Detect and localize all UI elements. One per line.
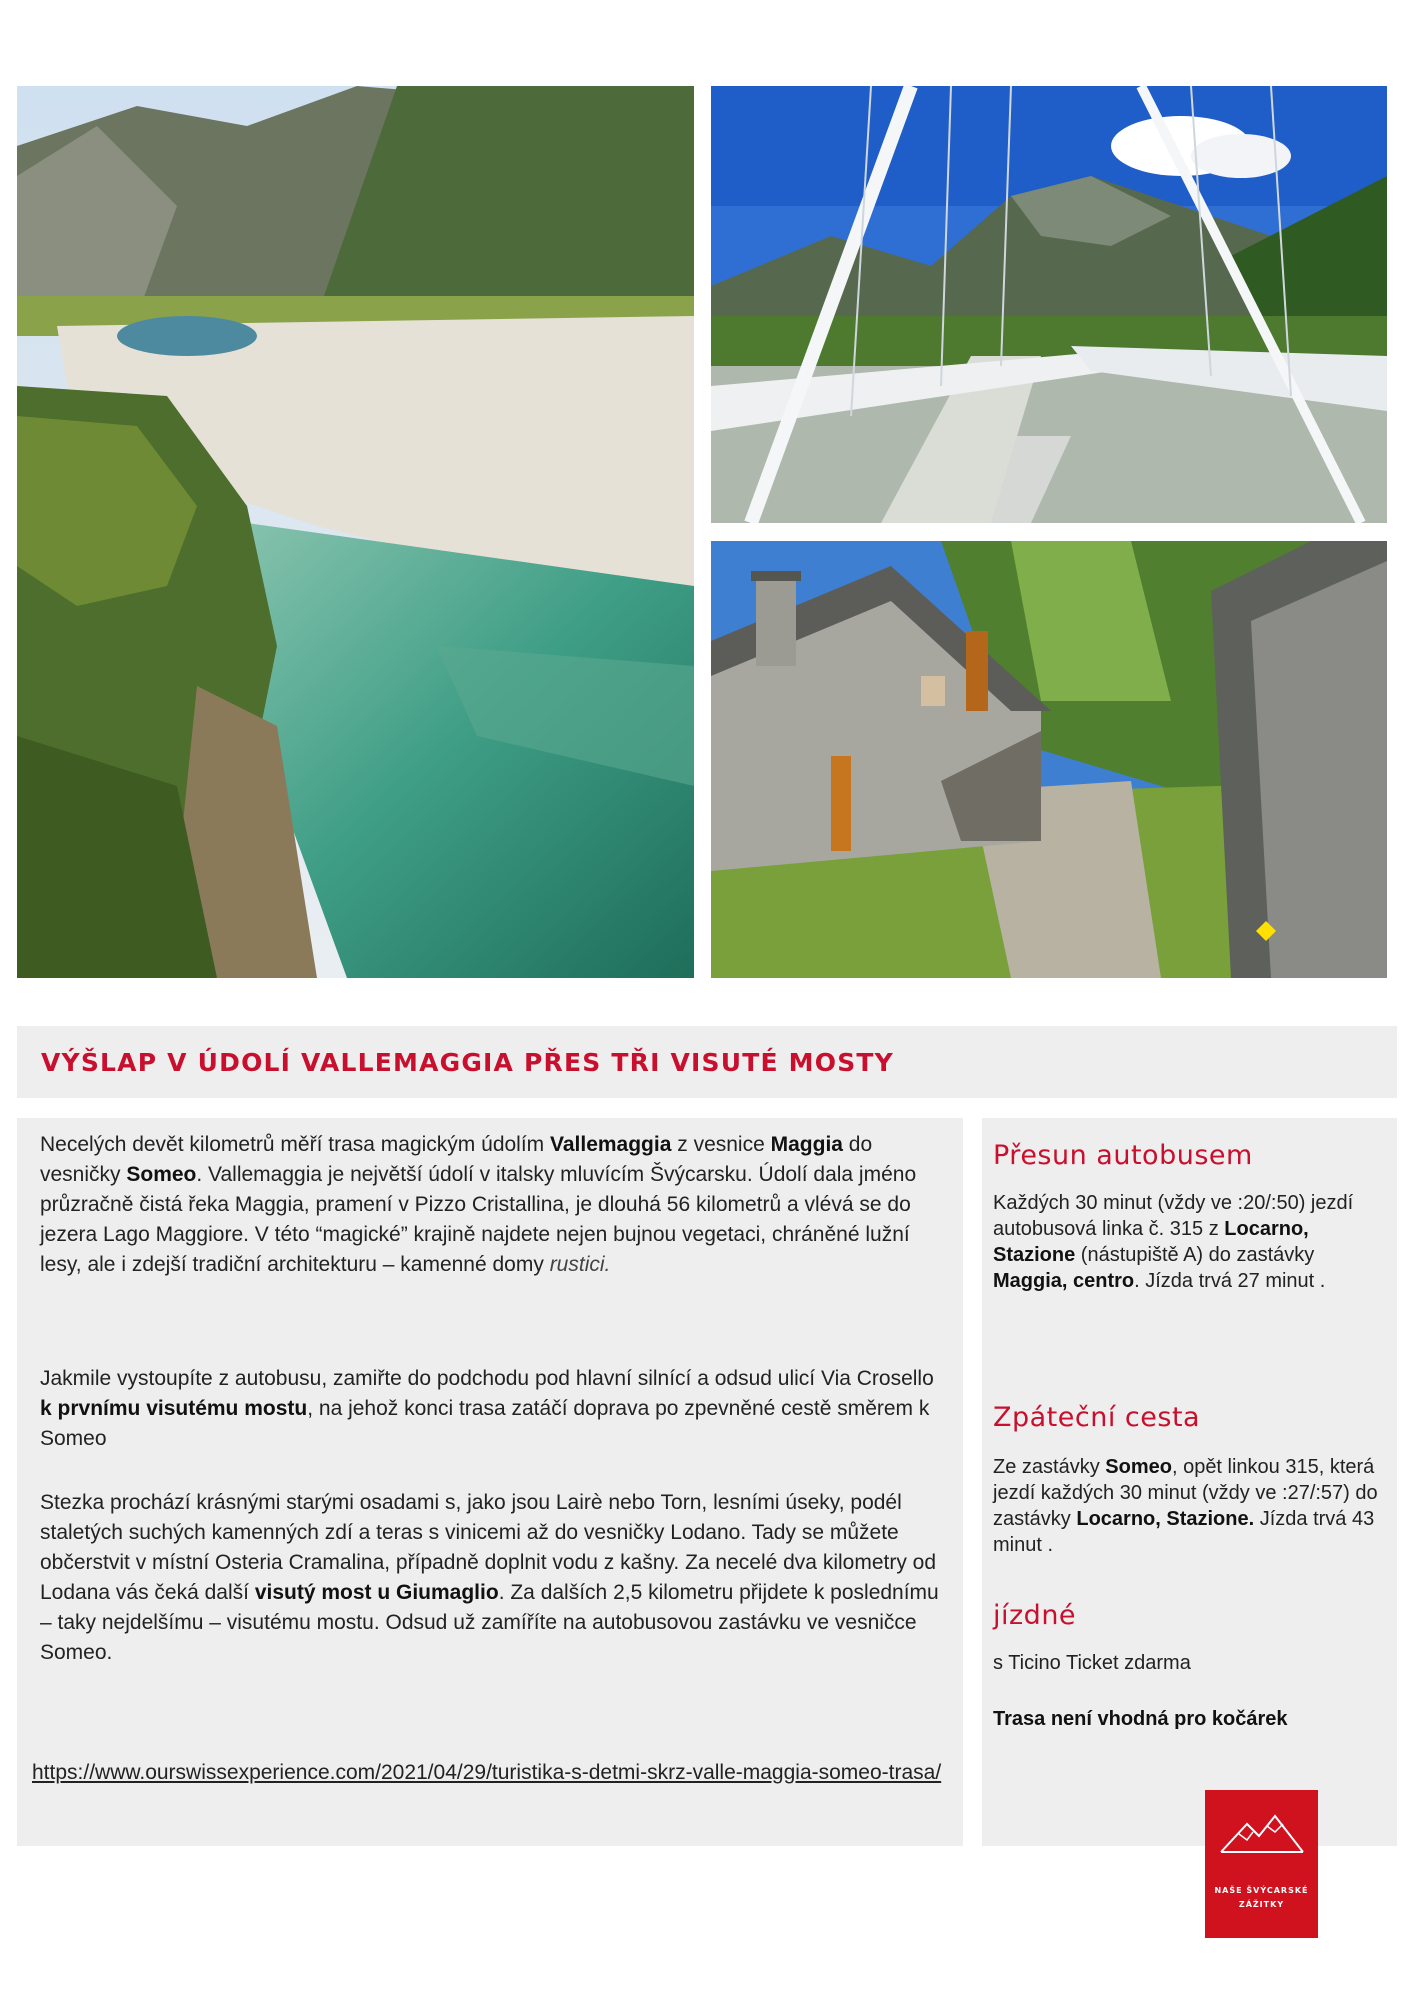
main-article <box>17 1118 963 1846</box>
fare-heading: jízdné <box>993 1600 1077 1631</box>
text-segment: (nástupiště A) do zastávky <box>1075 1244 1315 1266</box>
title-bar <box>17 1026 1397 1098</box>
source-link[interactable]: https://www.ourswissexperience.com/2021/04/29/turistika-s-detmi-skrz-valle-maggia-someo-trasa/ <box>32 1761 942 1784</box>
text-segment: . Jízda trvá 27 minut . <box>1134 1270 1326 1292</box>
text-segment: Ze zastávky <box>993 1456 1106 1478</box>
fare-info: s Ticino Ticket zdarma <box>993 1652 1191 1674</box>
bold-locarno-stazione: Locarno, Stazione. <box>1076 1508 1255 1530</box>
stone-house-photo <box>711 541 1387 978</box>
bold-locarno: Locarno, Stazione <box>993 1218 1309 1266</box>
text-segment: , opět linkou 315, která jezdí každých 30 minut (vždy ve :27/:57) do zastávky <box>993 1456 1378 1530</box>
logo-text-line2: ZÁŽITKY <box>1238 1900 1285 1909</box>
text-segment: Stezka prochází krásnými starými osadami s, jako jsou Lairè nebo Torn, lesními úseky, podél staletých suchých kamenných zdí a teras s vinicemi až do vesničky Lodano. Tady se můžete občerstvit v místní Osteria Cramalina, případně doplnit vodu z kašny. Za necelé dva kilometry od Lodana vás čeká další <box>40 1491 937 1604</box>
mountain-logo-icon <box>1219 1812 1305 1856</box>
info-sidebar <box>982 1118 1397 1846</box>
text-segment: . Vallemaggia je největší údolí v italsky mluvícím Švýcarsku. Údolí dala jméno průzračně čistá řeka Maggia, pramení v Pizzo Cristallina, je dlouhá 56 kilometrů a vlévá se do jezera Lago Maggiore. V této “magické” krajině najdete nejen bujnou vegetaci, chráněné lužní lesy, ale i zdejší tradiční architekturu – kamenné domy <box>40 1163 917 1276</box>
bold-vallemaggia: Vallemaggia <box>550 1133 672 1156</box>
logo-text-line1: NAŠE ŠVÝCARSKÉ <box>1214 1886 1309 1895</box>
return-heading: Zpáteční cesta <box>993 1402 1201 1433</box>
bus-info <box>993 1190 1385 1294</box>
paragraph-route-details <box>40 1488 940 1668</box>
text-segment: Každých 30 minut (vždy ve :20/:50) jezdí autobusová linka č. 315 z <box>993 1192 1354 1240</box>
text-segment: , na jehož konci trasa zatáčí doprava po zpevněné cestě směrem k Someo <box>40 1397 930 1450</box>
text-segment: Jízda trvá 43 minut . <box>993 1508 1375 1556</box>
bold-first-bridge: k prvnímu visutému mostu <box>40 1397 308 1420</box>
bold-someo-stop: Someo <box>1105 1456 1172 1478</box>
return-info <box>993 1454 1385 1558</box>
suspension-bridge-photo <box>711 86 1387 523</box>
bold-maggia-centro: Maggia, centro <box>993 1270 1135 1292</box>
paragraph-route-start <box>40 1364 940 1454</box>
paragraph-intro <box>40 1130 940 1280</box>
stroller-note <box>993 1706 1385 1732</box>
text-segment: Jakmile vystoupíte z autobusu, zamiřte do podchodu pod hlavní silnící a odsud ulicí Via Crosello <box>40 1367 934 1390</box>
bus-heading: Přesun autobusem <box>993 1140 1253 1171</box>
river-valley-photo <box>17 86 694 978</box>
text-segment: . Za dalších 2,5 kilometru přijdete k poslednímu – taky nejdelšímu – visutému mostu. Odsud už zamíříte na autobusovou zastávku ve vesničce Someo. <box>40 1581 939 1664</box>
text-segment: Necelých devět kilometrů měří trasa magickým údolím <box>40 1133 550 1156</box>
brand-logo <box>1205 1790 1318 1938</box>
bold-maggia: Maggia <box>770 1133 843 1156</box>
bold-someo: Someo <box>126 1163 197 1186</box>
italic-rustici: rustici. <box>549 1253 611 1276</box>
bold-note: Trasa není vhodná pro kočárek <box>993 1708 1288 1730</box>
text-segment: z vesnice <box>671 1133 771 1156</box>
page-title: VÝŠLAP V ÚDOLÍ VALLEMAGGIA PŘES TŘI VISUTÉ MOSTY <box>41 1048 894 1077</box>
bold-giumaglio-bridge: visutý most u Giumaglio <box>254 1581 499 1604</box>
text-segment: do vesničky <box>40 1133 873 1186</box>
